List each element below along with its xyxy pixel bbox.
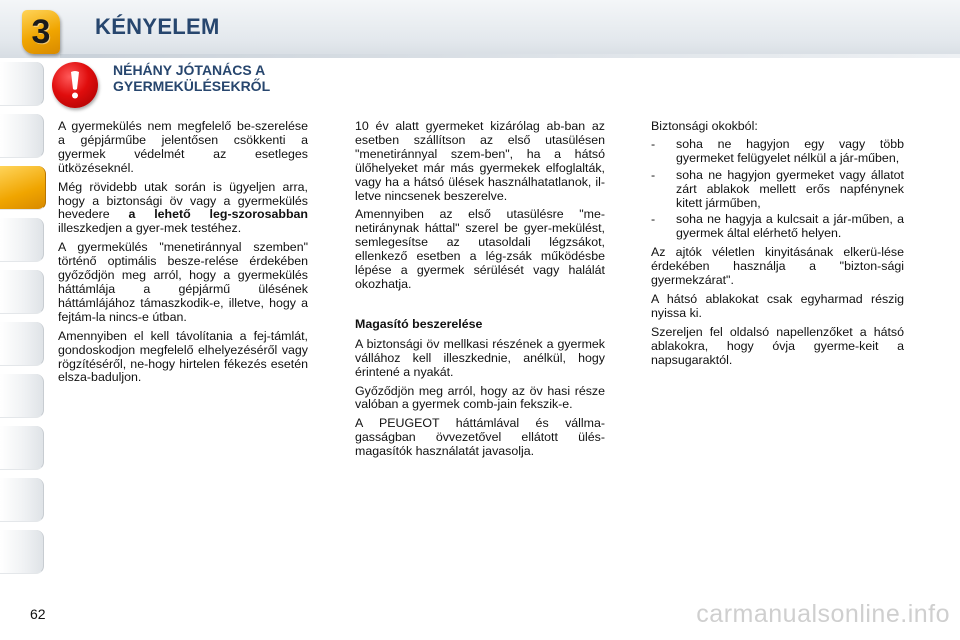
list-item bbox=[651, 138, 904, 166]
paragraph-seatbelt-tightness bbox=[58, 181, 308, 237]
bullet-marker: - bbox=[651, 167, 656, 182]
chapter-title: KÉNYELEM bbox=[95, 14, 220, 39]
chapter-tab-5[interactable] bbox=[0, 270, 44, 314]
list-item bbox=[651, 213, 904, 241]
chapter-tab-3-active[interactable] bbox=[0, 166, 46, 210]
watermark: carmanualsonline.info bbox=[696, 600, 950, 628]
chapter-tab-2[interactable] bbox=[0, 114, 44, 158]
list-item bbox=[651, 169, 904, 211]
paragraph: 10 év alatt gyermeket kizárólag ab-ban az esetben szállítson az első utasülésen "menetiránnyal szem-ben", ha a hátsó ülőhelyeket már más gyermekek elfoglalták, vagy ha a hátsó ülések használhatatlanok, il-letve nincsenek beszerelve. bbox=[355, 119, 605, 203]
text-column-2 bbox=[355, 120, 605, 464]
paragraph: Győződjön meg arról, hogy az öv hasi része valóban a gyermek comb-jain fekszik-e. bbox=[355, 383, 605, 412]
paragraph: Az ajtók véletlen kinyitásának elkerü-lése érdekében használja a "bizton-sági gyermekzárat". bbox=[651, 245, 904, 288]
chapter-tab-strip bbox=[0, 62, 46, 582]
paragraph: A hátsó ablakokat csak egyharmad részig nyissa ki. bbox=[651, 291, 904, 320]
bullet-marker: - bbox=[651, 136, 656, 151]
list-item-text: soha ne hagyjon egy vagy több gyermeket felügyelet nélkül a jár-műben, bbox=[676, 136, 904, 165]
chapter-tab-6[interactable] bbox=[0, 322, 44, 366]
text-column-3 bbox=[651, 120, 904, 373]
page-number: 62 bbox=[30, 606, 46, 622]
bullet-marker: - bbox=[651, 212, 656, 227]
paragraph: A gyermekülés nem megfelelő be-szerelése a gépjárműbe jelentősen csökkenti a gyermek védelmét az esetleges ütközéseknél. bbox=[58, 119, 308, 175]
paragraph-text: Még rövidebb utak során is ügyeljen arra, hogy a biztonsági öv vagy a gyermekülés hevedere bbox=[58, 179, 308, 222]
paragraph: A gyermekülés "menetiránnyal szemben" történő optimális besze-relése érdekében győződjön meg arról, hogy a gyermekülés háttámlája a gépjármű ülésének háttámlájához támaszkodik-e, illetve, hogy a fejtám-la nincs-e útban. bbox=[58, 240, 308, 324]
chapter-tab-9[interactable] bbox=[0, 478, 44, 522]
paragraph: A PEUGEOT háttámlával és vállma-gasságban övvezetővel ellátott ülés-magasítók használatát javasolja. bbox=[355, 416, 605, 459]
paragraph-text: illeszkedjen a gyer-mek testéhez. bbox=[58, 221, 242, 236]
paragraph: A biztonsági öv mellkasi részének a gyermek vállához kell illeszkednie, anélkül, hogy érintené a nyakát. bbox=[355, 336, 605, 379]
section-title bbox=[113, 62, 270, 94]
subheading-booster-seat: Magasító beszerelése bbox=[355, 316, 483, 331]
section-title-line-1: NÉHÁNY JÓTANÁCS A bbox=[113, 62, 266, 78]
list-item-text: soha ne hagyja a kulcsait a jár-műben, a gyermek által elérhető helyen. bbox=[676, 212, 904, 241]
chapter-tab-8[interactable] bbox=[0, 426, 44, 470]
paragraph: Amennyiben az első utasülésre "me-netiránynak háttal" szerel be gyer-mekülést, semlegesítse az utasoldali légzsákot, ellenkező esetben a lég-zsák működésbe lépése a gyermek sérülését vagy halálát okozhatja. bbox=[355, 207, 605, 291]
paragraph: Amennyiben el kell távolítania a fej-támlát, gondoskodjon megfelelő elhelyezéséről vagy rögzítéséről, ne-hogy hirtelen fékezés esetén elsza-baduljon. bbox=[58, 328, 308, 385]
exclamation-warning-icon bbox=[52, 62, 98, 108]
chapter-tab-1[interactable] bbox=[0, 62, 44, 106]
emphasis-text: a lehető leg-szorosabban bbox=[128, 207, 308, 222]
text-column-1 bbox=[58, 120, 308, 390]
chapter-tab-7[interactable] bbox=[0, 374, 44, 418]
safety-bullet-list bbox=[651, 138, 904, 241]
section-title-line-2: GYERMEKÜLÉSEKRŐL bbox=[113, 78, 271, 94]
safety-lead-text: Biztonsági okokból: bbox=[651, 119, 758, 133]
paragraph: Szereljen fel oldalsó napellenzőket a hátsó ablakokra, hogy óvja gyerme-keit a napsugaraktól. bbox=[651, 324, 904, 367]
chapter-number: 3 bbox=[31, 12, 51, 51]
list-item-text: soha ne hagyjon gyermeket vagy állatot zárt ablakok mellett erős napfénynek kitett járműben, bbox=[676, 167, 904, 210]
chapter-tab-10[interactable] bbox=[0, 530, 44, 574]
chapter-badge bbox=[22, 10, 60, 54]
chapter-tab-4[interactable] bbox=[0, 218, 44, 262]
exclamation-mark-icon bbox=[68, 70, 82, 100]
